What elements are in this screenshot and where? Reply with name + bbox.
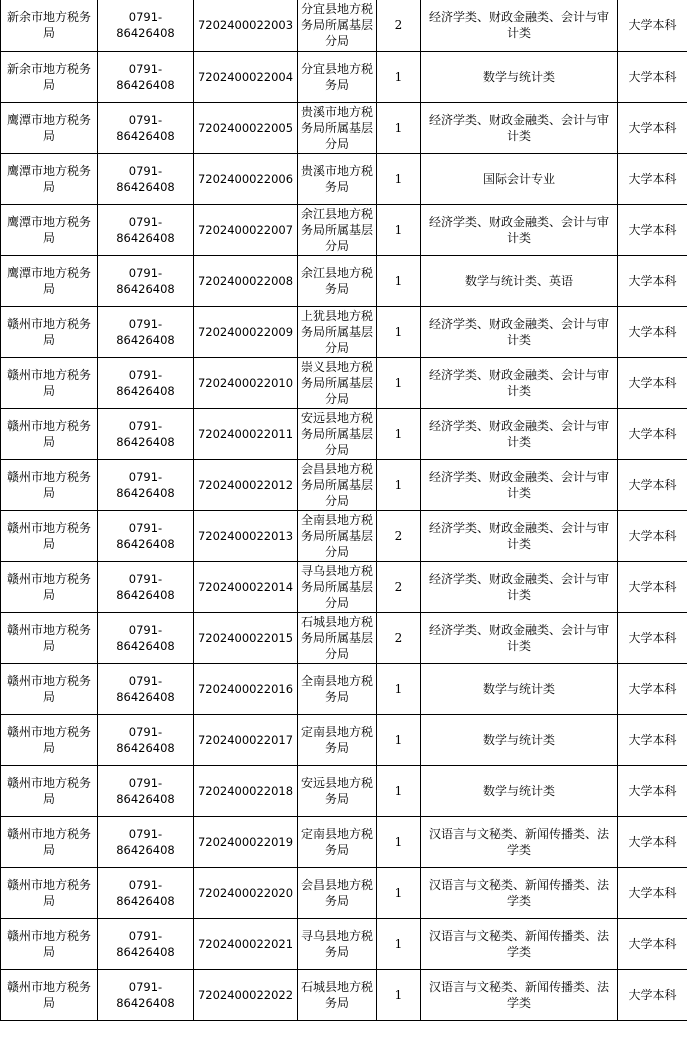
unit-cell: 上犹县地方税务局所属基层分局	[298, 306, 377, 357]
unit-cell: 贵溪市地方税务局	[298, 153, 377, 204]
major-cell: 汉语言与文秘类、新闻传播类、法学类	[421, 867, 618, 918]
dept-cell: 新余市地方税务局	[1, 0, 98, 51]
unit-cell: 寻乌县地方税务局	[298, 918, 377, 969]
unit-cell: 寻乌县地方税务局所属基层分局	[298, 561, 377, 612]
table-row	[1, 153, 687, 204]
phone-cell: 0791-86426408	[98, 153, 194, 204]
unit-cell: 定南县地方税务局	[298, 714, 377, 765]
major-cell: 汉语言与文秘类、新闻传播类、法学类	[421, 918, 618, 969]
major-cell: 数学与统计类	[421, 663, 618, 714]
count-cell: 1	[377, 102, 421, 153]
table-row	[1, 255, 687, 306]
dept-cell: 赣州市地方税务局	[1, 714, 98, 765]
dept-cell: 赣州市地方税务局	[1, 408, 98, 459]
phone-cell: 0791-86426408	[98, 816, 194, 867]
unit-cell: 余江县地方税务局	[298, 255, 377, 306]
position-code-cell: 7202400022020	[194, 867, 298, 918]
education-cell: 大学本科	[618, 0, 687, 51]
unit-cell: 会昌县地方税务局	[298, 867, 377, 918]
phone-cell: 0791-86426408	[98, 51, 194, 102]
position-code-cell: 7202400022005	[194, 102, 298, 153]
table-row	[1, 765, 687, 816]
table-row	[1, 663, 687, 714]
education-cell: 大学本科	[618, 153, 687, 204]
dept-cell: 赣州市地方税务局	[1, 969, 98, 1020]
position-code-cell: 7202400022012	[194, 459, 298, 510]
count-cell: 1	[377, 408, 421, 459]
count-cell: 1	[377, 357, 421, 408]
phone-cell: 0791-86426408	[98, 357, 194, 408]
count-cell: 1	[377, 306, 421, 357]
table-row	[1, 561, 687, 612]
position-code-cell: 7202400022022	[194, 969, 298, 1020]
phone-cell: 0791-86426408	[98, 663, 194, 714]
major-cell: 汉语言与文秘类、新闻传播类、法学类	[421, 816, 618, 867]
count-cell: 2	[377, 612, 421, 663]
table-row	[1, 306, 687, 357]
major-cell: 经济学类、财政金融类、会计与审计类	[421, 357, 618, 408]
education-cell: 大学本科	[618, 204, 687, 255]
phone-cell: 0791-86426408	[98, 918, 194, 969]
position-code-cell: 7202400022013	[194, 510, 298, 561]
unit-cell: 贵溪市地方税务局所属基层分局	[298, 102, 377, 153]
education-cell: 大学本科	[618, 255, 687, 306]
major-cell: 经济学类、财政金融类、会计与审计类	[421, 408, 618, 459]
unit-cell: 分宜县地方税务局	[298, 51, 377, 102]
phone-cell: 0791-86426408	[98, 459, 194, 510]
unit-cell: 石城县地方税务局所属基层分局	[298, 612, 377, 663]
dept-cell: 赣州市地方税务局	[1, 306, 98, 357]
dept-cell: 鹰潭市地方税务局	[1, 102, 98, 153]
education-cell: 大学本科	[618, 765, 687, 816]
position-code-cell: 7202400022014	[194, 561, 298, 612]
count-cell: 1	[377, 459, 421, 510]
table-row	[1, 510, 687, 561]
count-cell: 1	[377, 816, 421, 867]
major-cell: 数学与统计类	[421, 765, 618, 816]
unit-cell: 全南县地方税务局所属基层分局	[298, 510, 377, 561]
education-cell: 大学本科	[618, 867, 687, 918]
table-row	[1, 408, 687, 459]
phone-cell: 0791-86426408	[98, 561, 194, 612]
education-cell: 大学本科	[618, 612, 687, 663]
position-code-cell: 7202400022021	[194, 918, 298, 969]
count-cell: 1	[377, 663, 421, 714]
count-cell: 1	[377, 765, 421, 816]
education-cell: 大学本科	[618, 714, 687, 765]
table-row	[1, 0, 687, 51]
count-cell: 1	[377, 153, 421, 204]
table-row	[1, 357, 687, 408]
table-row	[1, 612, 687, 663]
major-cell: 汉语言与文秘类、新闻传播类、法学类	[421, 969, 618, 1020]
position-code-cell: 7202400022009	[194, 306, 298, 357]
count-cell: 2	[377, 561, 421, 612]
dept-cell: 赣州市地方税务局	[1, 561, 98, 612]
phone-cell: 0791-86426408	[98, 306, 194, 357]
unit-cell: 分宜县地方税务局所属基层分局	[298, 0, 377, 51]
phone-cell: 0791-86426408	[98, 612, 194, 663]
dept-cell: 赣州市地方税务局	[1, 765, 98, 816]
major-cell: 经济学类、财政金融类、会计与审计类	[421, 612, 618, 663]
major-cell: 经济学类、财政金融类、会计与审计类	[421, 510, 618, 561]
phone-cell: 0791-86426408	[98, 255, 194, 306]
unit-cell: 安远县地方税务局所属基层分局	[298, 408, 377, 459]
phone-cell: 0791-86426408	[98, 765, 194, 816]
unit-cell: 余江县地方税务局所属基层分局	[298, 204, 377, 255]
education-cell: 大学本科	[618, 357, 687, 408]
dept-cell: 鹰潭市地方税务局	[1, 255, 98, 306]
education-cell: 大学本科	[618, 918, 687, 969]
position-code-cell: 7202400022018	[194, 765, 298, 816]
unit-cell: 石城县地方税务局	[298, 969, 377, 1020]
dept-cell: 鹰潭市地方税务局	[1, 153, 98, 204]
unit-cell: 安远县地方税务局	[298, 765, 377, 816]
position-code-cell: 7202400022017	[194, 714, 298, 765]
phone-cell: 0791-86426408	[98, 969, 194, 1020]
count-cell: 1	[377, 204, 421, 255]
major-cell: 数学与统计类、英语	[421, 255, 618, 306]
phone-cell: 0791-86426408	[98, 408, 194, 459]
count-cell: 1	[377, 714, 421, 765]
count-cell: 1	[377, 918, 421, 969]
education-cell: 大学本科	[618, 561, 687, 612]
major-cell: 经济学类、财政金融类、会计与审计类	[421, 306, 618, 357]
major-cell: 数学与统计类	[421, 714, 618, 765]
major-cell: 经济学类、财政金融类、会计与审计类	[421, 0, 618, 51]
position-code-cell: 7202400022016	[194, 663, 298, 714]
position-code-cell: 7202400022010	[194, 357, 298, 408]
dept-cell: 赣州市地方税务局	[1, 816, 98, 867]
dept-cell: 赣州市地方税务局	[1, 357, 98, 408]
major-cell: 经济学类、财政金融类、会计与审计类	[421, 102, 618, 153]
position-code-cell: 7202400022008	[194, 255, 298, 306]
dept-cell: 鹰潭市地方税务局	[1, 204, 98, 255]
count-cell: 1	[377, 867, 421, 918]
position-code-cell: 7202400022003	[194, 0, 298, 51]
education-cell: 大学本科	[618, 816, 687, 867]
major-cell: 数学与统计类	[421, 51, 618, 102]
education-cell: 大学本科	[618, 663, 687, 714]
table-row	[1, 969, 687, 1020]
major-cell: 经济学类、财政金融类、会计与审计类	[421, 459, 618, 510]
table-row	[1, 816, 687, 867]
unit-cell: 全南县地方税务局	[298, 663, 377, 714]
dept-cell: 新余市地方税务局	[1, 51, 98, 102]
phone-cell: 0791-86426408	[98, 867, 194, 918]
unit-cell: 会昌县地方税务局所属基层分局	[298, 459, 377, 510]
phone-cell: 0791-86426408	[98, 102, 194, 153]
count-cell: 2	[377, 0, 421, 51]
table-body	[1, 0, 687, 1020]
unit-cell: 崇义县地方税务局所属基层分局	[298, 357, 377, 408]
count-cell: 2	[377, 510, 421, 561]
education-cell: 大学本科	[618, 102, 687, 153]
major-cell: 国际会计专业	[421, 153, 618, 204]
position-code-cell: 7202400022004	[194, 51, 298, 102]
position-code-cell: 7202400022015	[194, 612, 298, 663]
count-cell: 1	[377, 255, 421, 306]
education-cell: 大学本科	[618, 459, 687, 510]
position-code-cell: 7202400022007	[194, 204, 298, 255]
table-row	[1, 867, 687, 918]
major-cell: 经济学类、财政金融类、会计与审计类	[421, 561, 618, 612]
dept-cell: 赣州市地方税务局	[1, 612, 98, 663]
education-cell: 大学本科	[618, 408, 687, 459]
education-cell: 大学本科	[618, 510, 687, 561]
dept-cell: 赣州市地方税务局	[1, 510, 98, 561]
unit-cell: 定南县地方税务局	[298, 816, 377, 867]
table-row	[1, 51, 687, 102]
major-cell: 经济学类、财政金融类、会计与审计类	[421, 204, 618, 255]
dept-cell: 赣州市地方税务局	[1, 459, 98, 510]
dept-cell: 赣州市地方税务局	[1, 867, 98, 918]
phone-cell: 0791-86426408	[98, 714, 194, 765]
table-row	[1, 204, 687, 255]
table-row	[1, 714, 687, 765]
dept-cell: 赣州市地方税务局	[1, 663, 98, 714]
count-cell: 1	[377, 969, 421, 1020]
table-row	[1, 918, 687, 969]
position-code-cell: 7202400022006	[194, 153, 298, 204]
education-cell: 大学本科	[618, 51, 687, 102]
table-row	[1, 102, 687, 153]
education-cell: 大学本科	[618, 969, 687, 1020]
education-cell: 大学本科	[618, 306, 687, 357]
position-code-cell: 7202400022019	[194, 816, 298, 867]
count-cell: 1	[377, 51, 421, 102]
phone-cell: 0791-86426408	[98, 204, 194, 255]
phone-cell: 0791-86426408	[98, 0, 194, 51]
position-code-cell: 7202400022011	[194, 408, 298, 459]
dept-cell: 赣州市地方税务局	[1, 918, 98, 969]
table-row	[1, 459, 687, 510]
phone-cell: 0791-86426408	[98, 510, 194, 561]
